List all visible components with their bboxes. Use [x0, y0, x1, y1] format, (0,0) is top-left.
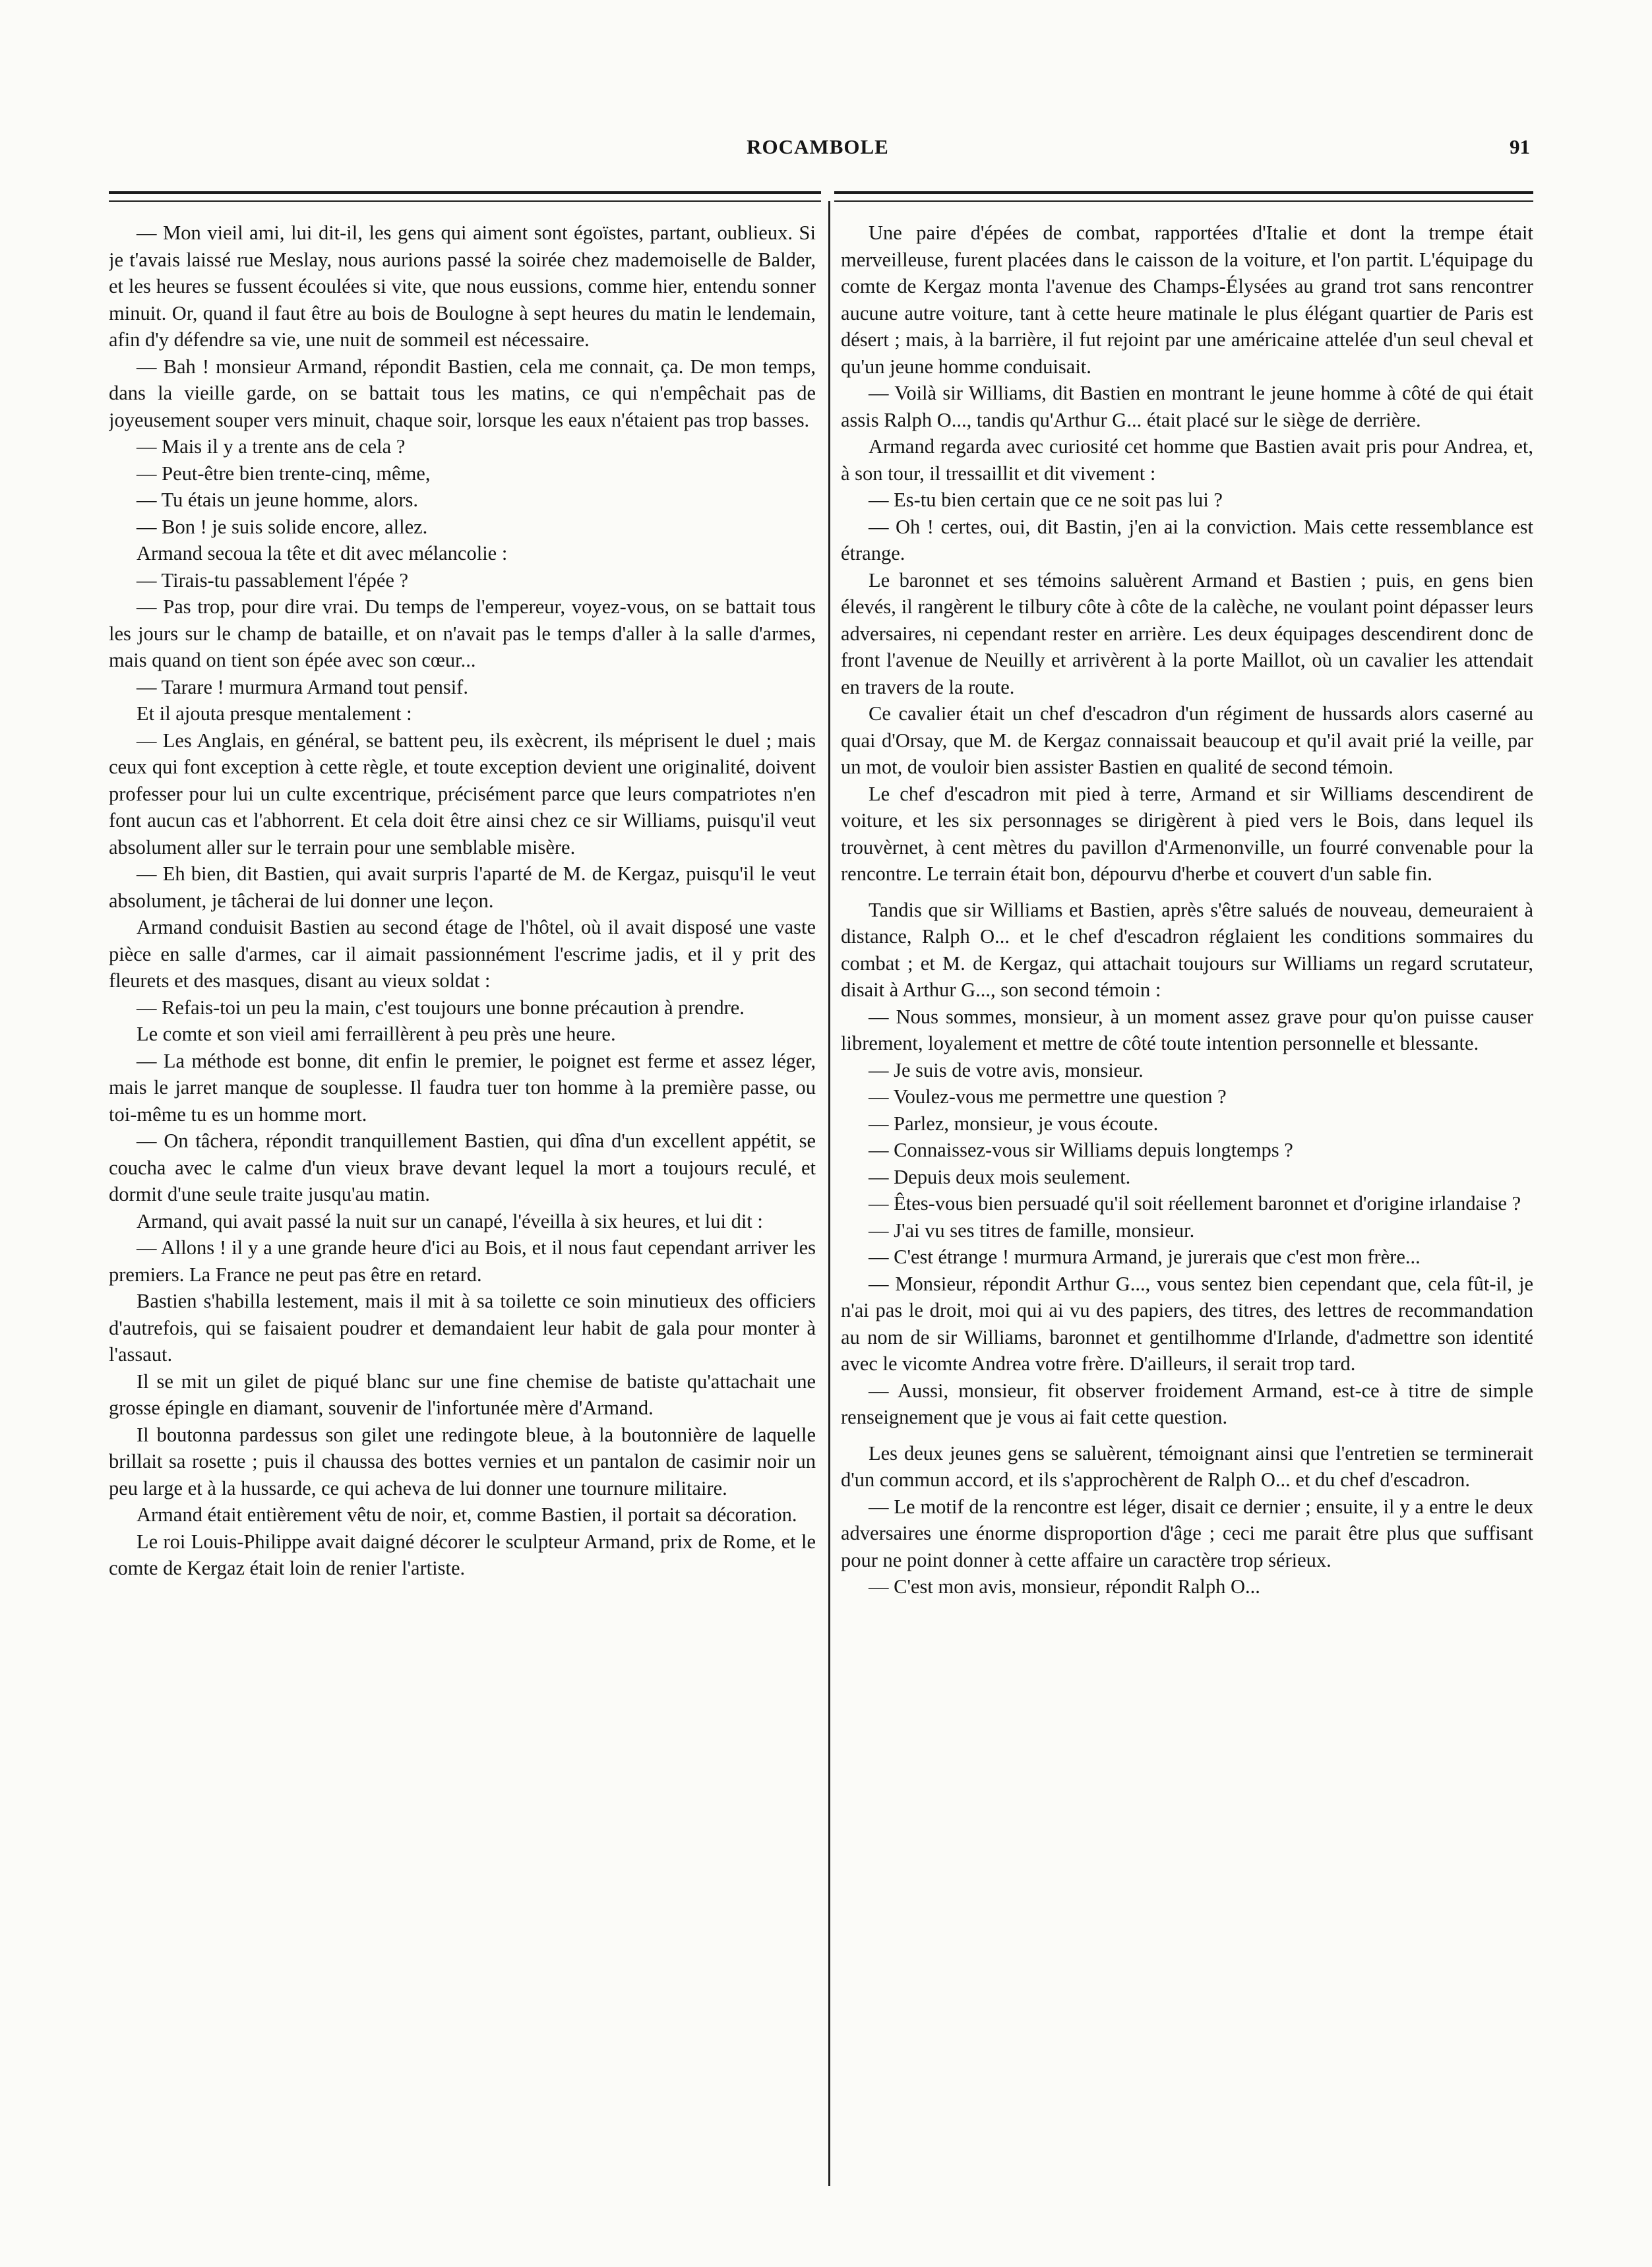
paragraph: — Oh ! certes, oui, dit Bastin, j'en ai la conviction. Mais cette ressemblance est étrange.: [841, 515, 1533, 564]
paragraph: — Es-tu bien certain que ce ne soit pas lui ?: [869, 489, 1223, 511]
paragraph: — Les Anglais, en général, se battent peu, ils exècrent, ils méprisent le duel ; mais ceux qui font exception à cette règle, et toute exception devient une originalité, doivent professer pour lui un culte excentrique, précisément parce que leurs compatriotes n'en font aucun cas et l'abhorrent. Et cela doit être ainsi chez ce sir Williams, puisqu'il veut absolument aller sur le terrain pour une semblable misère.: [109, 729, 816, 859]
paragraph: — Voulez-vous me permettre une question ?: [869, 1085, 1227, 1108]
running-title: ROCAMBOLE: [747, 135, 889, 158]
paragraph: — Aussi, monsieur, fit observer froidement Armand, est-ce à titre de simple renseignement que je vous ai fait cette question.: [841, 1379, 1533, 1428]
paragraph: — J'ai vu ses titres de famille, monsieur.: [869, 1219, 1195, 1242]
paragraph: Armand était entièrement vêtu de noir, et, comme Bastien, il portait sa décoration.: [137, 1503, 797, 1526]
paragraph: Les deux jeunes gens se saluèrent, témoignant ainsi que l'entretien se terminerait d'un commun accord, et ils s'approchèrent de Ralph O... et du chef d'escadron.: [841, 1441, 1533, 1491]
paragraph: Et il ajouta presque mentalement :: [137, 702, 412, 725]
paragraph: Le chef d'escadron mit pied à terre, Armand et sir Williams descendirent de voiture, et les six personnages se dirigèrent à pied vers le Bois, dans lequel ils trouvèrnet, à cent mètres du pavillon d'Armenonville, un fourré convenable pour la rencontre. Le terrain était bon, dépourvu d'herbe et couvert d'un sable fin.: [841, 782, 1533, 885]
paragraph: Armand secoua la tête et dit avec mélancolie :: [137, 542, 508, 564]
paragraph: — Le motif de la rencontre est léger, disait ce dernier ; ensuite, il y a entre le deux adversaires une énorme disproportion d'âge ; ceci me parait être plus que suffisant pour ne point donner à cette affaire un caractère trop sérieux.: [841, 1495, 1533, 1571]
paragraph: Ce cavalier était un chef d'escadron d'un régiment de hussards alors caserné au quai d'Orsay, que M. de Kergaz connaissait beaucoup et qu'il avait prié la veille, par un mot, de vouloir bien assister Bastien en qualité de second témoin.: [841, 702, 1533, 778]
paragraph: Le baronnet et ses témoins saluèrent Armand et Bastien ; puis, en gens bien élevés, il rangèrent le tilbury côte à côte de la calèche, ne voulant point dépasser leurs adversaires, ni cependant rester en arrière. Les deux équipages descendirent donc de front l'avenue de Neuilly et arrivèrent à la porte Maillot, où un cavalier les attendait en travers de la route.: [841, 568, 1533, 698]
paragraph: — Allons ! il y a une grande heure d'ici au Bois, et il nous faut cependant arriver les premiers. La France ne peut pas être en retard.: [109, 1236, 816, 1286]
paragraph: — Tirais-tu passablement l'épée ?: [137, 568, 409, 591]
right-column: [841, 220, 1533, 2198]
paragraph: Armand conduisit Bastien au second étage de l'hôtel, où il avait disposé une vaste pièce en salle d'armes, car il aimait passionnément l'escrime jadis, et il y prit des fleurets et des masques, disant au vieux soldat :: [109, 916, 816, 992]
paragraph: — Parlez, monsieur, je vous écoute.: [869, 1112, 1159, 1135]
paragraph: — On tâchera, répondit tranquillement Bastien, qui dîna d'un excellent appétit, se coucha avec le calme d'un vieux brave devant lequel la mort a toujours reculé, et dormit d'une seule traite jusqu'au matin.: [109, 1130, 816, 1205]
column-divider: [828, 201, 830, 2186]
paragraph: — C'est mon avis, monsieur, répondit Ralph O...: [869, 1575, 1260, 1598]
paragraph: — Pas trop, pour dire vrai. Du temps de l'empereur, voyez-vous, on se battait tous les jours sur le champ de bataille, et on n'avait pas le temps d'aller à la salle d'armes, mais quand on tient son épée avec son cœur...: [109, 595, 816, 671]
paragraph: Bastien s'habilla lestement, mais il mit à sa toilette ce soin minutieux des officiers d'autrefois, qui se faisaient poudrer et demandaient leur habit de gala pour monter à l'assaut.: [109, 1290, 816, 1366]
paragraph: — Eh bien, dit Bastien, qui avait surpris l'aparté de M. de Kergaz, puisqu'il le veut absolument, je tâcherai de lui donner une leçon.: [109, 862, 816, 912]
paragraph: Armand regarda avec curiosité cet homme que Bastien avait pris pour Andrea, et, à son tour, il tressaillit et dit vivement :: [841, 435, 1533, 485]
paragraph: — Bon ! je suis solide encore, allez.: [137, 515, 428, 538]
paragraph: — La méthode est bonne, dit enfin le premier, le poignet est ferme et assez léger, mais le jarret manque de souplesse. Il faudra tuer ton homme à la première passe, ou toi-même tu es un homme mort.: [109, 1049, 816, 1126]
paragraph: Le roi Louis-Philippe avait daigné décorer le sculpteur Armand, prix de Rome, et le comte de Kergaz était loin de renier l'artiste.: [109, 1530, 816, 1579]
paragraph: — C'est étrange ! murmura Armand, je jurerais que c'est mon frère...: [869, 1246, 1421, 1268]
paragraph: — Tarare ! murmura Armand tout pensif.: [137, 675, 468, 698]
paragraph: — Êtes-vous bien persuadé qu'il soit réellement baronnet et d'origine irlandaise ?: [869, 1192, 1521, 1215]
paragraph: — Refais-toi un peu la main, c'est toujours une bonne précaution à prendre.: [137, 996, 745, 1019]
paragraph: — Nous sommes, monsieur, à un moment assez grave pour qu'on puisse causer librement, loyalement et mettre de côté toute intention personnelle et blessante.: [841, 1005, 1533, 1054]
paragraph: — Depuis deux mois seulement.: [869, 1165, 1131, 1188]
paragraph: — Voilà sir Williams, dit Bastien en montrant le jeune homme à côté de qui était assis Ralph O..., tandis qu'Arthur G... était placé sur le siège de derrière.: [841, 382, 1533, 431]
paragraph: Le comte et son vieil ami ferraillèrent à peu près une heure.: [137, 1023, 616, 1045]
paragraph: Armand, qui avait passé la nuit sur un canapé, l'éveilla à six heures, et lui dit :: [137, 1209, 763, 1232]
header-rule-right: [834, 191, 1533, 202]
paragraph: — Je suis de votre avis, monsieur.: [869, 1058, 1144, 1081]
header-rule-left: [109, 191, 821, 202]
paragraph: Tandis que sir Williams et Bastien, après s'être salués de nouveau, demeuraient à distance, Ralph O... et le chef d'escadron réglaient les conditions sommaires du combat ; et M. de Kergaz, qui attachait toujours sur Williams un regard scrutateur, disait à Arthur G..., son second témoin :: [841, 898, 1533, 1001]
paragraph: — Mais il y a trente ans de cela ?: [137, 435, 406, 458]
paragraph: — Connaissez-vous sir Williams depuis longtemps ?: [869, 1139, 1293, 1161]
paragraph: — Monsieur, répondit Arthur G..., vous sentez bien cependant que, cela fût-il, je n'ai pas le droit, moi qui ai vu des papiers, des titres, des lettres de recommandation au nom de sir Williams, baronnet et gentilhomme d'Irlande, d'admettre son identité avec le vicomte Andrea votre frère. D'ailleurs, il serait trop tard.: [841, 1272, 1533, 1375]
paragraph: — Bah ! monsieur Armand, répondit Bastien, cela me connait, ça. De mon temps, dans la vieille garde, on se battait tous les matins, ce qui n'empêchait pas de joyeusement souper vers minuit, chaque soir, lorsque les eaux n'étaient pas trop basses.: [109, 355, 816, 431]
paragraph: Il boutonna pardessus son gilet une redingote bleue, à la boutonnière de laquelle brillait sa rosette ; puis il chaussa des bottes vernies et un pantalon de casimir noir un peu large et à la hussarde, ce qui acheva de lui donner une tournure militaire.: [109, 1423, 816, 1499]
paragraph: Il se mit un gilet de piqué blanc sur une fine chemise de batiste qu'attachait une grosse épingle en diamant, souvenir de l'infortunée mère d'Armand.: [109, 1370, 816, 1419]
paragraph: — Peut-être bien trente-cinq, même,: [137, 462, 431, 485]
left-column: [109, 220, 816, 2198]
page-number: 91: [1510, 135, 1530, 158]
paragraph: Une paire d'épées de combat, rapportées d'Italie et dont la trempe était merveilleuse, furent placées dans le caisson de la voiture, et l'on partit. L'équipage du comte de Kergaz monta l'avenue des Champs-Élysées au grand trot sans rencontrer aucune autre voiture, tant à cette heure matinale le plus élégant quartier de Paris est désert ; mais, à la barrière, il fut rejoint par une américaine attelée d'un seul cheval et qu'un jeune homme conduisait.: [841, 222, 1533, 378]
paragraph: — Tu étais un jeune homme, alors.: [137, 489, 418, 511]
paragraph: — Mon vieil ami, lui dit-il, les gens qui aiment sont égoïstes, partant, oublieux. Si je t'avais laissé rue Meslay, nous aurions passé la soirée chez mademoiselle de Balder, et les heures se fussent écoulées si vite, que nous eussions, comme hier, entendu sonner minuit. Or, quand il faut être au bois de Boulogne à sept heures du matin le lendemain, afin d'y défendre sa vie, une nuit de sommeil est nécessaire.: [109, 222, 816, 351]
